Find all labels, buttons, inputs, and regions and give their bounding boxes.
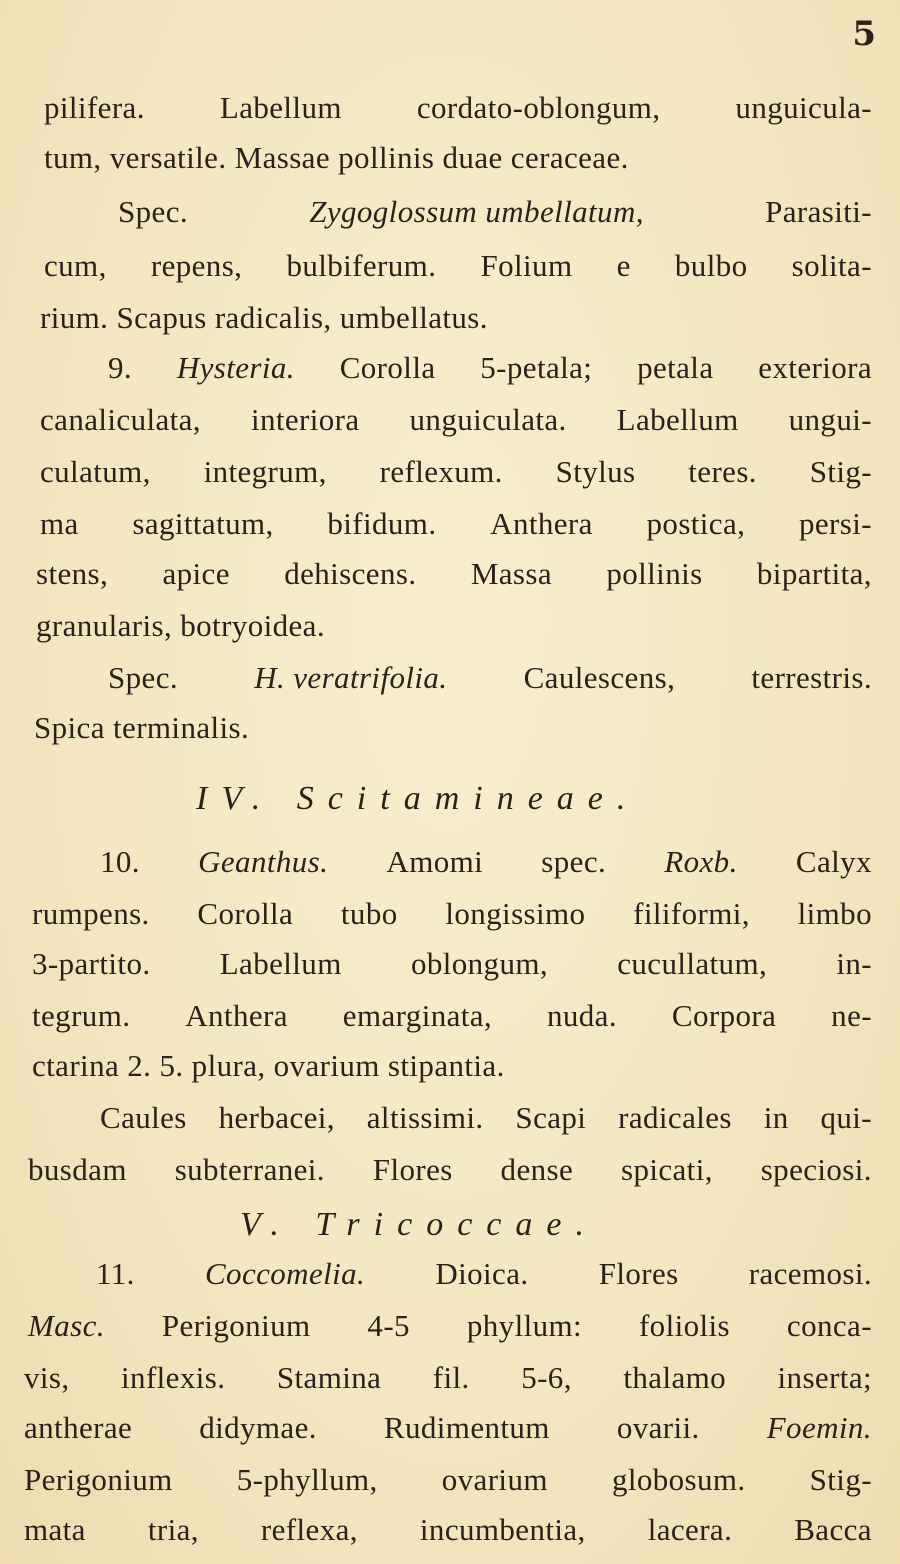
word: Spec. <box>118 194 189 229</box>
word: 11. <box>96 1256 135 1291</box>
text-line: tum, versatile. Massae pollinis duae ceraceae. <box>44 140 629 175</box>
word: Stig- <box>809 454 872 489</box>
word: mata <box>24 1512 86 1547</box>
text-line <box>0 1000 900 1031</box>
word: persi- <box>798 506 872 541</box>
word: radicales <box>618 1100 732 1135</box>
word: Zygoglossum umbellatum, <box>309 194 644 229</box>
text-line <box>0 250 900 281</box>
word: integrum, <box>203 454 327 489</box>
word: dehiscens. <box>284 556 417 591</box>
word: lacera. <box>647 1512 733 1547</box>
word: repens, <box>150 248 243 283</box>
word: Parasiti- <box>765 194 872 229</box>
word: Stamina <box>276 1360 382 1395</box>
text-line <box>0 1464 900 1495</box>
text-line <box>0 846 900 877</box>
word: ovarium <box>441 1462 548 1497</box>
word: cucullatum, <box>617 946 768 981</box>
text-line <box>0 1154 900 1185</box>
word: H. veratrifolia. <box>254 660 448 695</box>
word: stens, <box>36 556 109 591</box>
word: Labellum <box>616 402 739 437</box>
word: pilifera. <box>44 90 145 125</box>
word: e <box>616 248 631 283</box>
word: bipartita, <box>756 556 872 591</box>
word: Labellum <box>219 90 342 125</box>
word: antherae <box>24 1410 133 1445</box>
word: dense <box>500 1152 574 1187</box>
word: 3-partito. <box>32 946 151 981</box>
word: thalamo <box>623 1360 727 1395</box>
word: Stig- <box>809 1462 872 1497</box>
text-line <box>0 404 900 435</box>
word: reflexum. <box>379 454 503 489</box>
word: Caulescens, <box>523 660 676 695</box>
word: emarginata, <box>342 998 493 1033</box>
word: longissimo <box>445 896 586 931</box>
word: vis, <box>24 1360 70 1395</box>
word: Anthera <box>490 506 593 541</box>
word: Labellum <box>219 946 342 981</box>
word: Corolla <box>197 896 294 931</box>
word: herbacei, <box>218 1100 335 1135</box>
text-line <box>0 508 900 539</box>
word: Calyx <box>795 844 872 879</box>
word: didymae. <box>199 1410 317 1445</box>
word: busdam <box>28 1152 127 1187</box>
word: Stylus <box>555 454 636 489</box>
word: foliolis <box>638 1308 730 1343</box>
word: qui- <box>820 1100 872 1135</box>
word: rumpens. <box>32 896 150 931</box>
word: Geanthus. <box>198 844 329 879</box>
text-line <box>0 196 900 227</box>
word: Bacca <box>794 1512 872 1547</box>
word: teres. <box>688 454 757 489</box>
word: ma <box>40 506 79 541</box>
word: tria, <box>147 1512 199 1547</box>
word: filiformi, <box>633 896 750 931</box>
word: ne- <box>831 998 872 1033</box>
word: petala <box>637 350 714 385</box>
word: Coccomelia. <box>204 1256 366 1291</box>
word: Perigonium <box>24 1462 173 1497</box>
word: Corolla <box>339 350 436 385</box>
word: sagittatum, <box>132 506 274 541</box>
text-line <box>0 352 900 383</box>
word: inflexis. <box>121 1360 226 1395</box>
word: Foemin. <box>766 1410 872 1445</box>
word: tegrum. <box>32 998 131 1033</box>
word: Flores <box>372 1152 453 1187</box>
text-line <box>0 898 900 929</box>
word: inserta; <box>777 1360 872 1395</box>
word: culatum, <box>40 454 151 489</box>
word: cum, <box>44 248 107 283</box>
word: racemosi. <box>748 1256 872 1291</box>
word: reflexa, <box>260 1512 358 1547</box>
word: Dioica. <box>435 1256 529 1291</box>
word: 5-petala; <box>480 350 593 385</box>
word: Masc. <box>28 1308 105 1343</box>
word: 5-phyllum, <box>236 1462 378 1497</box>
word: tubo <box>340 896 398 931</box>
word: speciosi. <box>760 1152 872 1187</box>
word: Folium <box>480 248 573 283</box>
word: interiora <box>250 402 360 437</box>
word: incumbentia, <box>419 1512 586 1547</box>
word: Perigonium <box>161 1308 311 1343</box>
word: 10. <box>100 844 140 879</box>
text-line: ctarina 2. 5. plura, ovarium stipantia. <box>32 1048 505 1083</box>
word: postica, <box>646 506 746 541</box>
word: conca- <box>786 1308 872 1343</box>
word: apice <box>162 556 230 591</box>
text-line <box>0 1362 900 1393</box>
word: Anthera <box>185 998 288 1033</box>
word: Massa <box>470 556 553 591</box>
word: Spec. <box>108 660 179 695</box>
word: altissimi. <box>366 1100 484 1135</box>
word: ungui- <box>788 402 872 437</box>
text-line <box>0 456 900 487</box>
word: bulbo <box>674 248 748 283</box>
word: spicati, <box>620 1152 713 1187</box>
word: bifidum. <box>327 506 437 541</box>
word: Hysteria. <box>176 350 295 385</box>
text-line <box>0 1514 900 1545</box>
page-number: 5 <box>852 14 876 54</box>
word: unguicula- <box>735 90 872 125</box>
text-line <box>0 662 900 693</box>
word: Amomi <box>386 844 484 879</box>
word: oblongum, <box>410 946 549 981</box>
word: pollinis <box>606 556 703 591</box>
text-line <box>0 558 900 589</box>
text-line <box>0 1412 900 1443</box>
word: bulbiferum. <box>286 248 437 283</box>
word: 4-5 <box>367 1308 410 1343</box>
text-line <box>0 1102 900 1133</box>
word: Rudimentum <box>383 1410 550 1445</box>
word: globosum. <box>611 1462 746 1497</box>
text-line <box>0 1310 900 1341</box>
word: Scapi <box>515 1100 587 1135</box>
word: 9. <box>108 350 133 385</box>
word: canaliculata, <box>40 402 201 437</box>
word: spec. <box>541 844 607 879</box>
text-line: granularis, botryoidea. <box>36 608 325 643</box>
word: nuda. <box>546 998 617 1033</box>
text-line: Spica terminalis. <box>34 710 250 745</box>
word: exteriora <box>758 350 872 385</box>
word: in <box>763 1100 789 1135</box>
word: ovarii. <box>616 1410 700 1445</box>
word: subterranei. <box>174 1152 325 1187</box>
text-line <box>0 92 900 123</box>
word: terrestris. <box>751 660 872 695</box>
word: cordato-oblongum, <box>416 90 661 125</box>
word: Caules <box>100 1100 187 1135</box>
text-line <box>0 948 900 979</box>
word: Corpora <box>671 998 777 1033</box>
section-heading: IV. Scitamineae. <box>196 780 640 817</box>
word: limbo <box>797 896 872 931</box>
section-heading: V. Tricoccae. <box>240 1206 598 1243</box>
word: unguiculata. <box>409 402 567 437</box>
word: Roxb. <box>664 844 738 879</box>
word: in- <box>836 946 872 981</box>
word: Flores <box>598 1256 679 1291</box>
word: phyllum: <box>466 1308 583 1343</box>
text-line: rium. Scapus radicalis, umbellatus. <box>40 300 488 335</box>
text-line <box>0 1258 900 1289</box>
word: fil. <box>432 1360 470 1395</box>
word: solita- <box>791 248 872 283</box>
word: 5-6, <box>521 1360 572 1395</box>
